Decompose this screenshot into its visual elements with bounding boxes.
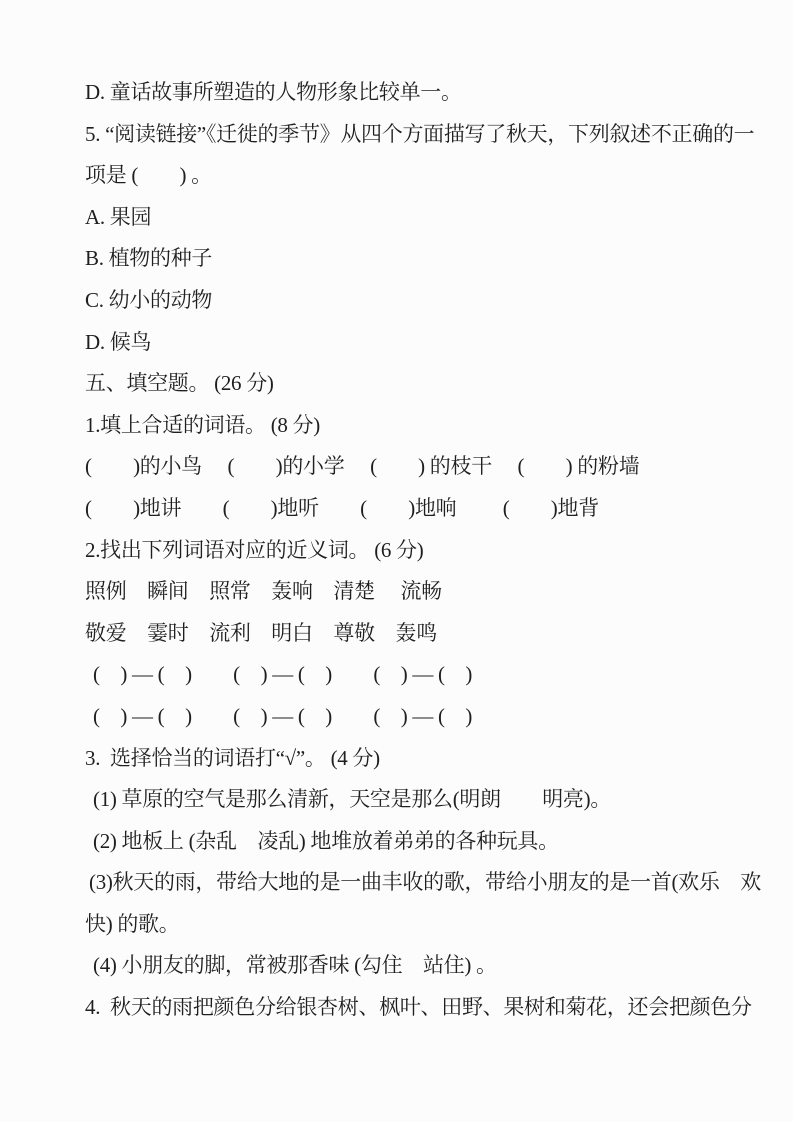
item-3-sub-3-continued: 快) 的歌。 — [85, 911, 180, 936]
item-2-words-row-2: 敬爱 霎时 流利 明白 尊敬 轰鸣 — [85, 620, 437, 645]
item-2-instruction: 2.找出下列词语对应的近义词。 (6 分) — [85, 537, 424, 562]
item-2-words-row-1: 照例 瞬间 照常 轰响 清楚 流畅 — [85, 579, 442, 604]
question-5-option-b: B. 植物的种子 — [85, 246, 213, 271]
item-3-sub-2: (2) 地板上 (杂乱 凌乱) 地堆放着弟弟的各种玩具。 — [93, 828, 559, 853]
question-5-option-a: A. 果园 — [85, 204, 152, 229]
question-5-stem: 5. “阅读链接”《迁徙的季节》从四个方面描写了秋天，下列叙述不正确的一 — [85, 121, 755, 146]
item-3-instruction: 3. 选择恰当的词语打“√”。 (4 分) — [85, 745, 380, 770]
item-1-blanks-row-2: ( )地讲 ( )地听 ( )地响 ( )地背 — [85, 495, 599, 520]
item-3-sub-3: (3)秋天的雨，带给大地的是一曲丰收的歌，带给小朋友的是一首(欢乐 欢 — [89, 870, 761, 895]
item-3-sub-1: (1) 草原的空气是那么清新，天空是那么(明朗 明亮)。 — [93, 787, 612, 812]
paper-content — [85, 72, 793, 1029]
item-2-answer-row-2: ( ) — ( ) ( ) — ( ) ( ) — ( ) — [93, 703, 473, 728]
item-4-stem: 4. 秋天的雨把颜色分给银杏树、枫叶、田野、果树和菊花，还会把颜色分 — [85, 995, 752, 1020]
question-5-stem-continued: 项是 ( ) 。 — [85, 163, 212, 188]
question-5-option-d: D. 候鸟 — [85, 329, 152, 354]
section-5-heading: 五、填空题。 (26 分) — [85, 371, 274, 396]
question-5-option-c: C. 幼小的动物 — [85, 287, 213, 312]
item-2-answer-row-1: ( ) — ( ) ( ) — ( ) ( ) — ( ) — [93, 662, 473, 687]
item-3-sub-4: (4) 小朋友的脚，常被那香味 (勾住 站住) 。 — [93, 953, 497, 978]
prev-question-option-d: D. 童话故事所塑造的人物形象比较单一。 — [85, 80, 462, 104]
item-1-blanks-row-1: ( )的小鸟 ( )的小学 ( ) 的枝干 ( ) 的粉墙 — [85, 454, 640, 479]
item-1-instruction: 1.填上合适的词语。 (8 分) — [85, 412, 320, 437]
